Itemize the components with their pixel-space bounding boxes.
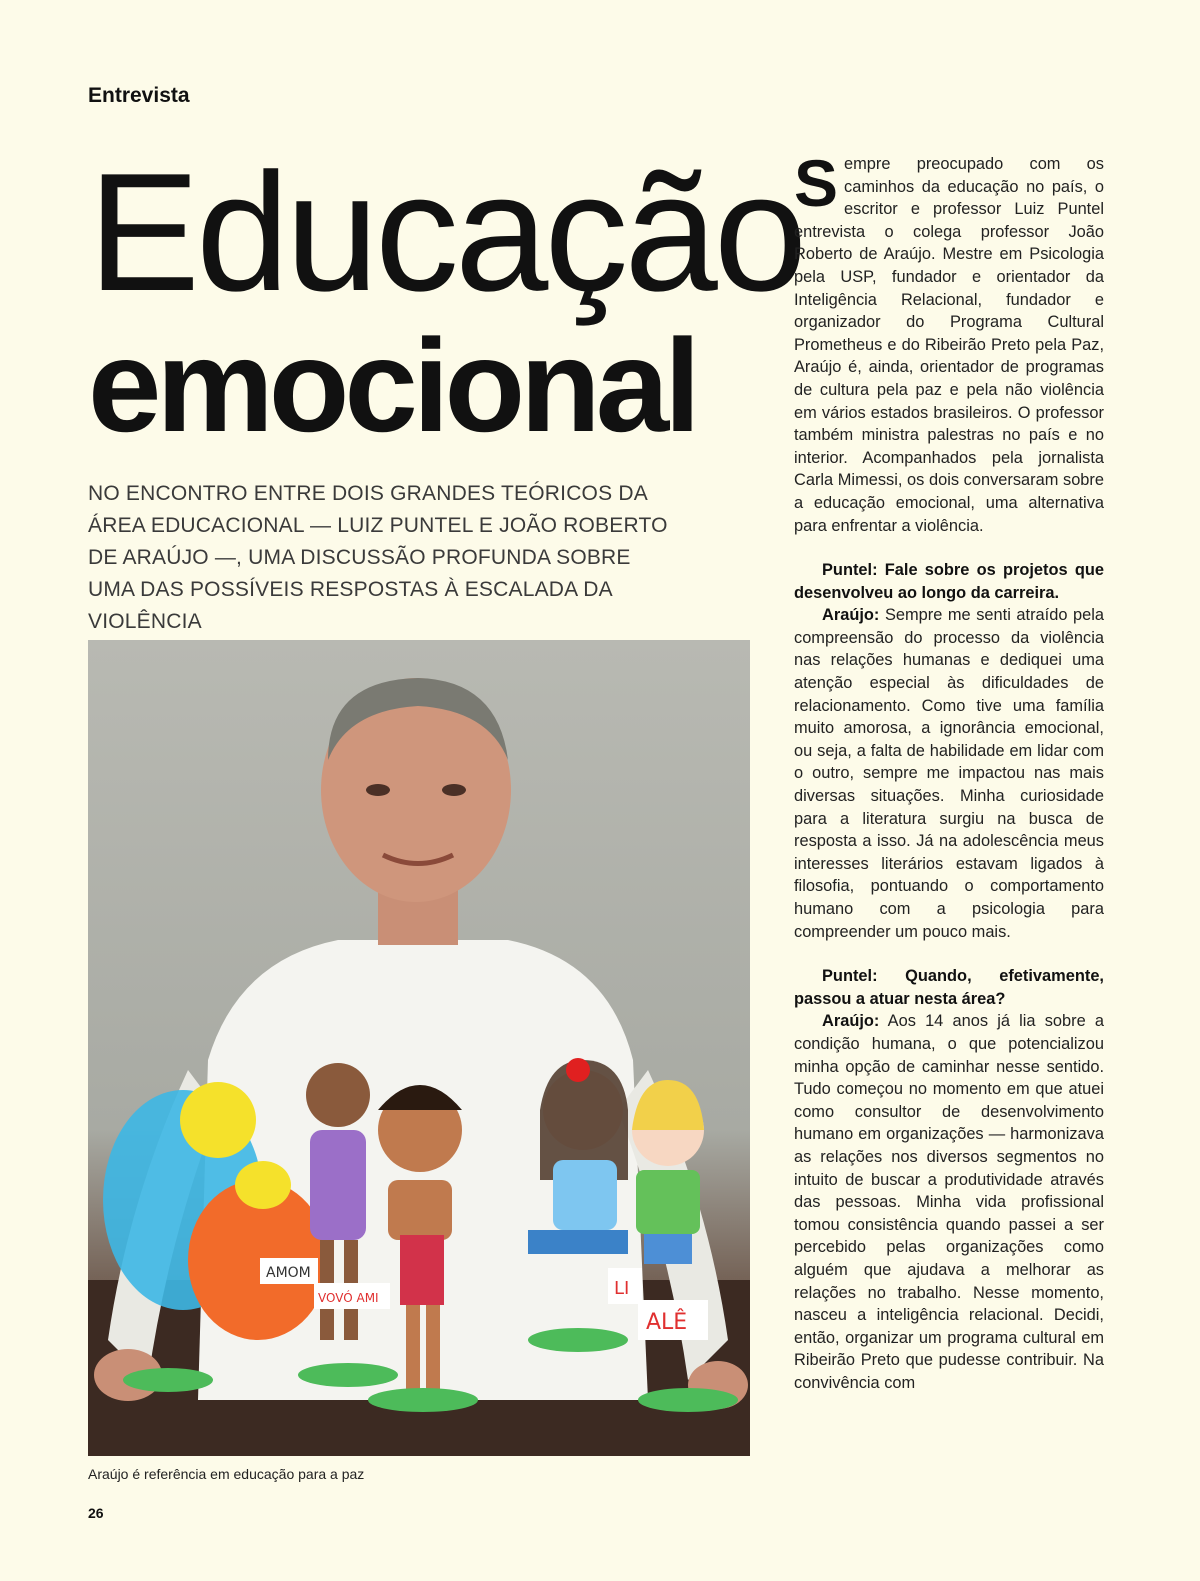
doll-sign-vovo-ami: VOVÓ AMI (318, 1291, 379, 1305)
drop-cap: S (794, 146, 839, 220)
article-title-line1: Educação (88, 138, 804, 326)
answer-1-text: Sempre me senti atraído pela compreensão do processo da violência nas relações humanas e dediquei uma atenção especial às dificuldades de relacionamento. Como tive uma família muito amorosa, a ignorância emocional, ou seja, a falta de habilidade em lidar com o outro, sempre me impactou nas mais diversas situações. Minha curiosidade para a literatura surgiu na busca de resposta a isso. Já na adolescência meus interesses literários estavam ligados à filosofia, pontuando o comportamento humano com a psicologia para compreender um pouco mais. (794, 606, 1104, 941)
doll-sign-amom: AMOM (266, 1265, 311, 1281)
doll-sign-li: LI (614, 1278, 630, 1299)
article-subtitle: NO ENCONTRO ENTRE DOIS GRANDES TEÓRICOS DA ÁREA EDUCACIONAL — LUIZ PUNTEL E JOÃO ROBERTO DE ARAÚJO —, UMA DISCUSSÃO PROFUNDA SOBRE UMA DAS POSSÍVEIS RESPOSTAS À ESCALADA DA VIOLÊNCIA (88, 482, 668, 633)
answer-2-speaker: Araújo: (822, 1012, 880, 1031)
intro-text: empre preocupado com os caminhos da educação no país, o escritor e professor Luiz Puntel entrevista o colega professor João Roberto de Araújo. Mestre em Psicologia pela USP, fundador e orientador da Inteligência Relacional, fundador e organizador do Programa Cultural Prometheus e do Ribeirão Preto pela Paz, Araújo é, ainda, orientador de programas de cultura pela paz e pela não violência em vários estados brasileiros. O professor também ministra palestras no país e no interior. Acompanhados pela jornalista Carla Mimessi, os dois conversaram sobre a educação emocional, uma alternativa para enfrentar a violência. (794, 155, 1104, 535)
answer-1-speaker: Araújo: (822, 606, 880, 625)
page-number: 26 (88, 1505, 104, 1521)
doll-sign-ale: ALÊ (646, 1310, 688, 1335)
answer-1 (794, 604, 1104, 943)
article-title-line2: emocional (88, 312, 696, 459)
question-2: Puntel: Quando, efetivamente, passou a atuar nesta área? (794, 967, 1104, 1008)
question-1: Puntel: Fale sobre os projetos que desenvolveu ao longo da carreira. (794, 561, 1104, 602)
photo-illustration (88, 640, 750, 1456)
photo-caption: Araújo é referência em educação para a paz (88, 1466, 365, 1482)
answer-2-text: Aos 14 anos já lia sobre a condição humana, o que potencializou minha opção de caminhar nesse sentido. Tudo começou no momento em que atuei como consultor de desenvolvimento humano em organizações — harmonizava as relações nos diversos segmentos no intuito de buscar a produtividade através das pessoas. Minha vida profissional tomou consistência quando passei a ser percebido pelas organizações como alguém que ajudava a melhorar as relações no trabalho. Nesse momento, nasceu a inteligência relacional. Decidi, então, organizar um programa cultural em Ribeirão Preto que pudesse contribuir. Na convivência com (794, 1012, 1104, 1392)
article-body (794, 146, 1104, 1394)
answer-2 (794, 1010, 1104, 1394)
article-photo (88, 640, 750, 1456)
intro-paragraph (794, 146, 1104, 537)
section-label: Entrevista (88, 84, 190, 107)
